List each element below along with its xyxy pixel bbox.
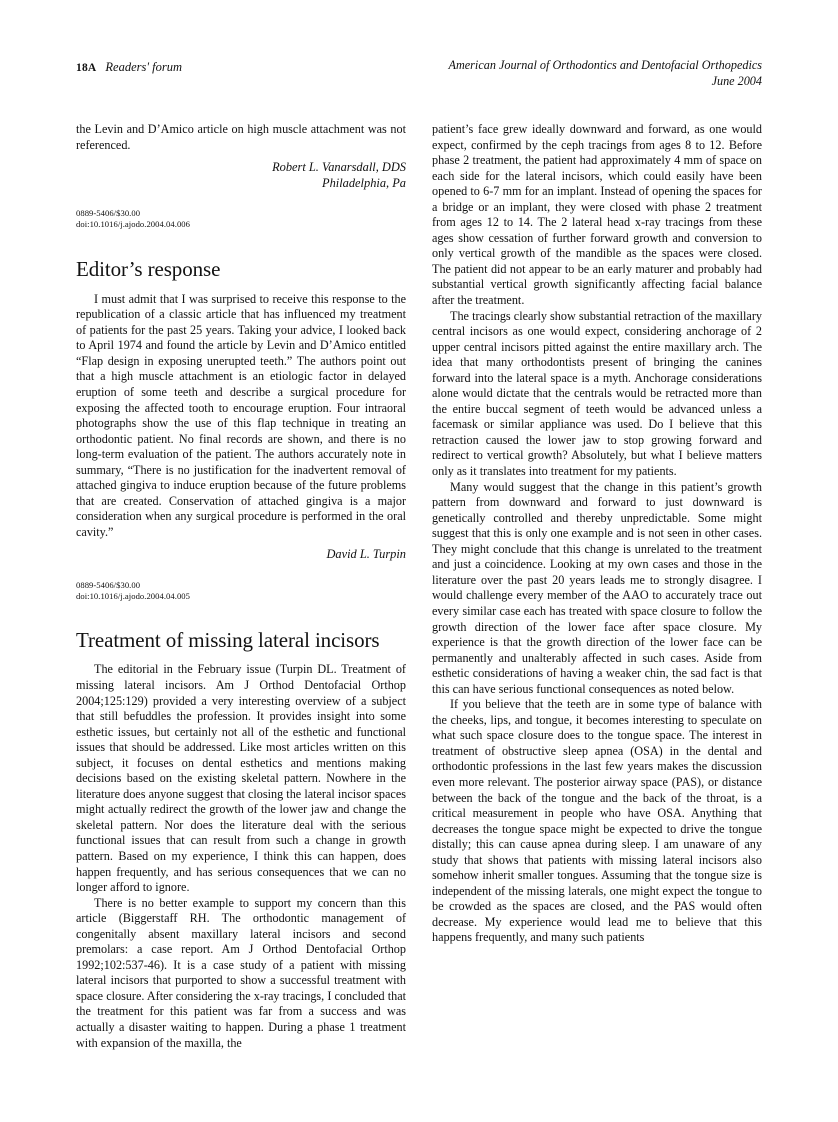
publication-info-1 [76,208,406,230]
letter-byline [76,160,406,191]
editors-byline [76,547,406,563]
section-title: Readers' forum [105,60,183,74]
article-paragraph-2: There is no better example to support my concern than this article (Biggerstaff RH. The orthodontic management of congenitally absent maxillary lateral incisors and second premolars: a case report. Am J Orthod Dentofacial Orthop 1992;102:537-46). It is a case study of a patient with missing lateral incisors that purported to show a successful treatment with space closure. After considering the x-ray tracings, I concluded that the treatment for this patient was far from a success and was actually a disaster waiting to happen. During a phase 1 treatment with expansion of the maxilla, the [76,895,406,1050]
article-paragraph-4: Many would suggest that the change in this patient’s growth pattern from downward and forward to just downward is genetically controlled and thereby unpredictable. Some might suggest that this is only one example and is not seen in other cases. They might conclude that this change is unrelated to the treatment and just a coincidence. Looking at my own cases and those in the literature over the past 20 years leads me to strongly disagree. I would challenge every member of the AAO to accurately trace out every similar case each has treated with space closure to follow the growth direction of the lower face after space closure. My experience is that the growth direction of the lower face can be permanently and unalterably affected in such cases. Aside from esthetic considerations of having a weaker chin, the sad fact is that this can have serious functional consequences as noted below. [432,479,762,696]
editors-author: David L. Turpin [326,547,406,562]
article-paragraph-5: If you believe that the teeth are in some type of balance with the cheeks, lips, and tongue, it becomes interesting to speculate on what such space closure does to the tongue space. The interest in treatment of obstructive sleep apnea (OSA) in the dental and orthodontic professions in the last few years makes the discussion even more relevant. The posterior airway space (PAS), or distance between the back of the tongue and the back of the throat, is a critical measurement in people who have OSA. Anything that decreases the tongue space might be expected to drive the tongue distally; this can cause apnea during sleep. I am unaware of any study that shows that patients with missing lateral incisors also somehow inherit smaller tongues. Assuming that the tongue size is independent of the missing laterals, one might expect the tongue to be crowded as the spaces are closed, and the PAS would often decrease. My experience would lead me to believe that this happens frequently, and many such patients [432,697,762,945]
editors-response-heading: Editor’s response [76,256,221,281]
column-right [432,122,762,946]
letter-tail-paragraph: the Levin and D’Amico article on high muscle attachment was not referenced. [76,122,406,152]
running-head-right [449,58,762,89]
running-head-left [76,58,182,76]
article-columns [76,122,762,1051]
article-paragraph-1: The editorial in the February issue (Turpin DL. Treatment of missing lateral incisors. Am J Orthod Dentofacial Orthop 2004;125:129) provided a very interesting overview of a subject that still befuddles the profession. It provides insight into some esthetic issues, but certainly not all of the esthetic and functional issues that should be addressed. Like most articles written on this subject, it focuses on dental esthetics and mentions making decisions based on the existing skeletal pattern. Nowhere in the literature does anyone suggest that closing the lateral incisor spaces might actually redirect the growth of the lower jaw and change the skeletal pattern. Nor does the literature deal with the serious functional issues that can result from such a change in growth pattern. Based on my experience, I think this can happen, does happen frequently, and has serious consequences that we can no longer afford to ignore. [76,662,406,895]
editors-response-paragraph: I must admit that I was surprised to receive this response to the republication of a classic article that has influenced my treatment of patients for the past 25 years. Taking your advice, I looked back to April 1974 and found the article by Levin and D’Amico entitled “Flap design in exposing unerupted teeth.” The authors point out that a high muscle attachment is an etiologic factor in delayed eruption of some teeth and describe a surgical procedure for exposing the affected tooth to encourage eruption. Four intraoral photographs show the use of this flap technique in treating an orthodontic patient. No final records are shown, and there is no long-term evaluation of the patient. The authors accurately note in summary, “There is no justification for the inadvertent removal of attached gingiva to induce eruption because of the future problems that are created. Conservation of attached gingiva is a major consideration when any surgical procedure is performed in the oral cavity.” [76,291,406,539]
doi-line-1: doi:10.1016/j.ajodo.2004.04.006 [76,219,190,230]
issn-line-2: 0889-5406/$30.00 [76,580,141,591]
article-heading: Treatment of missing lateral incisors [76,628,380,653]
issue-date: June 2004 [711,73,762,88]
running-head [76,58,762,98]
doi-line-2: doi:10.1016/j.ajodo.2004.04.005 [76,591,190,602]
page-folio: 18A [76,62,97,74]
article-paragraph-3: The tracings clearly show substantial retraction of the maxillary central incisors as one would expect, considering anchorage of 2 upper central incisors pitted against the entire maxillary arch. The idea that many orthodontists present of bringing the canines forward into the lateral space is a myth. Anchorage considerations alone would dictate that the centrals would be retracted more than the entire buccal segment of teeth would be advanced unless a facemask or similar appliance was used. Do I believe that this retraction caused the lower jaw to stop growing forward and redirect to vertical growth? Absolutely, but what I believe matters only as it translates into treatment for my patients. [432,308,762,479]
letter-author: Robert L. Vanarsdall, DDS [272,160,406,175]
publication-info-2 [76,580,406,602]
letter-location: Philadelphia, Pa [322,175,406,190]
column-left [76,122,406,1051]
journal-title: American Journal of Orthodontics and Dentofacial Orthopedics [448,58,762,72]
issn-line-1: 0889-5406/$30.00 [76,208,141,219]
article-paragraph-2-continued: patient’s face grew ideally downward and forward, as one would expect, confirmed by the ceph tracings from ages 8 to 12. Before phase 2 treatment, the patient had approximately 4 mm of space on each side for the lateral incisors, which could easily have been opened to 6-7 mm for an implant. Instead of opening the spaces for a bridge or an implant, they were closed with phase 2 treatment from ages 12 to 14. The 2 lateral head x-ray tracings from these ages show cessation of further forward growth and conversion to only vertical growth of the mandible as the spaces were closed. The patient did not appear to be an early maturer and probably had substantial vertical growth significantly affecting facial balance after the treatment. [432,122,762,308]
